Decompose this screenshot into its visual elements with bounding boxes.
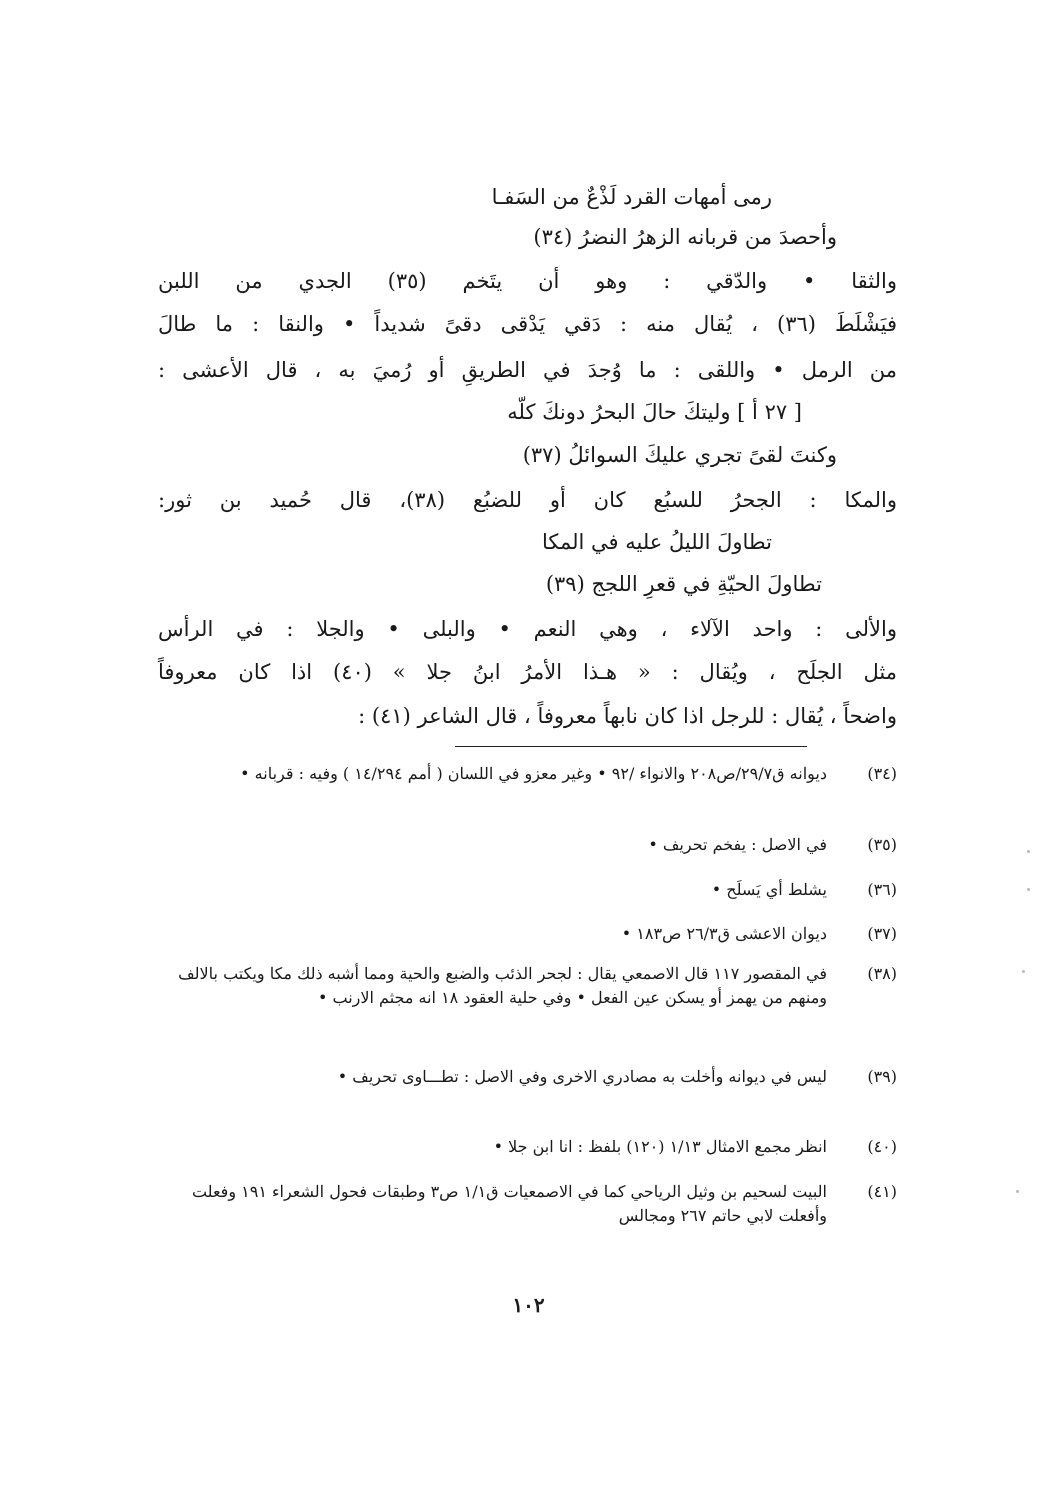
footnote-text: ديوان الاعشى ق٢٦/٣ ص١٨٣ • (621, 924, 827, 943)
verse-line-1b: وأحصدَ من قربانه الزهرُ النضرُ (٣٤) (533, 225, 837, 249)
footnote-number: (٣٤) (867, 764, 897, 783)
scan-speck (1027, 850, 1030, 853)
body-text-line: واضحاً ، يُقال : للرجل اذا كان نابهاً معروفاً ، قال الشاعر (٤١) : (358, 704, 897, 728)
footnote-number: (٤١) (867, 1182, 897, 1201)
body-text-line: فيَشْلَطَ (٣٦) ، يُقال منه : دَقي يَدْقى دقىً شديداً • والنقا : ما طالَ (158, 312, 897, 336)
body-text-line: والمكا : الجحرُ للسبُع كان أو للضبُع (٣٨)، قال حُميد بن ثور: (158, 488, 897, 512)
verse-line-2a: [ ٢٧ أ ] وليتكَ حالَ البحرُ دونكَ كلّه (507, 400, 802, 424)
verse-line-3a: تطاولَ الليلُ عليه في المكا (542, 530, 772, 554)
body-text-line: من الرمل • واللقى : ما وُجدَ في الطريقِ أو رُميَ به ، قال الأعشى : (158, 358, 897, 382)
footnote (158, 1065, 897, 1089)
footnote-text: يشلط أي يَسلَح • (711, 880, 827, 899)
footnote-text: البيت لسحيم بن وثيل الرياحي كما في الاصمعيات ق١/١ ص٣ وطبقات فحول الشعراء ١٩١ وفعلت وأفعلت لابي حاتم ٢٦٧ ومجالس (191, 1182, 827, 1225)
footnote (158, 1180, 897, 1228)
body-text-line: والألى : واحد الآلاء ، وهي النعم • والبلى • والجلا : في الرأس (158, 617, 897, 641)
footnote-text: في المقصور ١١٧ قال الاصمعي يقال : لجحر الذئب والضبع والحية ومما أشبه ذلك مكا ويكتب بالالف ومنهم من يهمز أو يسكن عين الفعل • وفي حلية العقود ١٨ انه مجثم الارنب • (178, 964, 827, 1007)
verse-line-3b: تطاولَ الحيّةِ في قعرِ اللجج (٣٩) (545, 572, 822, 596)
footnote-divider (455, 746, 807, 747)
footnote-number: (٣٩) (867, 1067, 897, 1086)
scan-speck (1016, 1190, 1019, 1193)
body-text-line: مثل الجلَح ، ويُقال : « هـذا الأمرُ ابنُ جلا » (٤٠) اذا كان معروفاً (158, 660, 897, 684)
footnote-number: (٣٦) (867, 880, 897, 899)
footnote-text: في الاصل : يفخم تحريف • (648, 835, 827, 854)
footnote (158, 1135, 897, 1159)
verse-line-2b: وكنتَ لقىً تجري عليكَ السوائلُ (٣٧) (522, 443, 837, 467)
footnote (158, 878, 897, 902)
footnote-text: ديوانه ق٢٩/٧/ص٢٠٨ والانواء /٩٢ • وغير معزو في اللسان ( أمم ١٤/٢٩٤ ) وفيه : قربانه • (240, 764, 827, 783)
verse-line-1a: رمى أمهات القرد لَذْعٌ من السَفـا (491, 185, 772, 209)
footnote-number: (٤٠) (867, 1137, 897, 1156)
footnote (158, 762, 897, 786)
footnote-number: (٣٥) (867, 835, 897, 854)
footnote (158, 962, 897, 1010)
footnote-text: ليس في ديوانه وأخلت به مصادري الاخرى وفي الاصل : تطـــاوى تحريف • (337, 1067, 827, 1086)
footnote-number: (٣٧) (867, 924, 897, 943)
page-number: ١٠٢ (512, 1293, 545, 1317)
footnote (158, 833, 897, 857)
footnote (158, 922, 897, 946)
scan-speck (1022, 970, 1025, 973)
footnote-number: (٣٨) (867, 964, 897, 983)
scan-speck (1027, 888, 1030, 891)
footnote-text: انظر مجمع الامثال ١/١٣ (١٢٠) بلفظ : انا ابن جلا • (493, 1137, 827, 1156)
body-text-line: والثقا • والدّقي : وهو أن يتَخم (٣٥) الجدي من اللبن (158, 269, 897, 293)
